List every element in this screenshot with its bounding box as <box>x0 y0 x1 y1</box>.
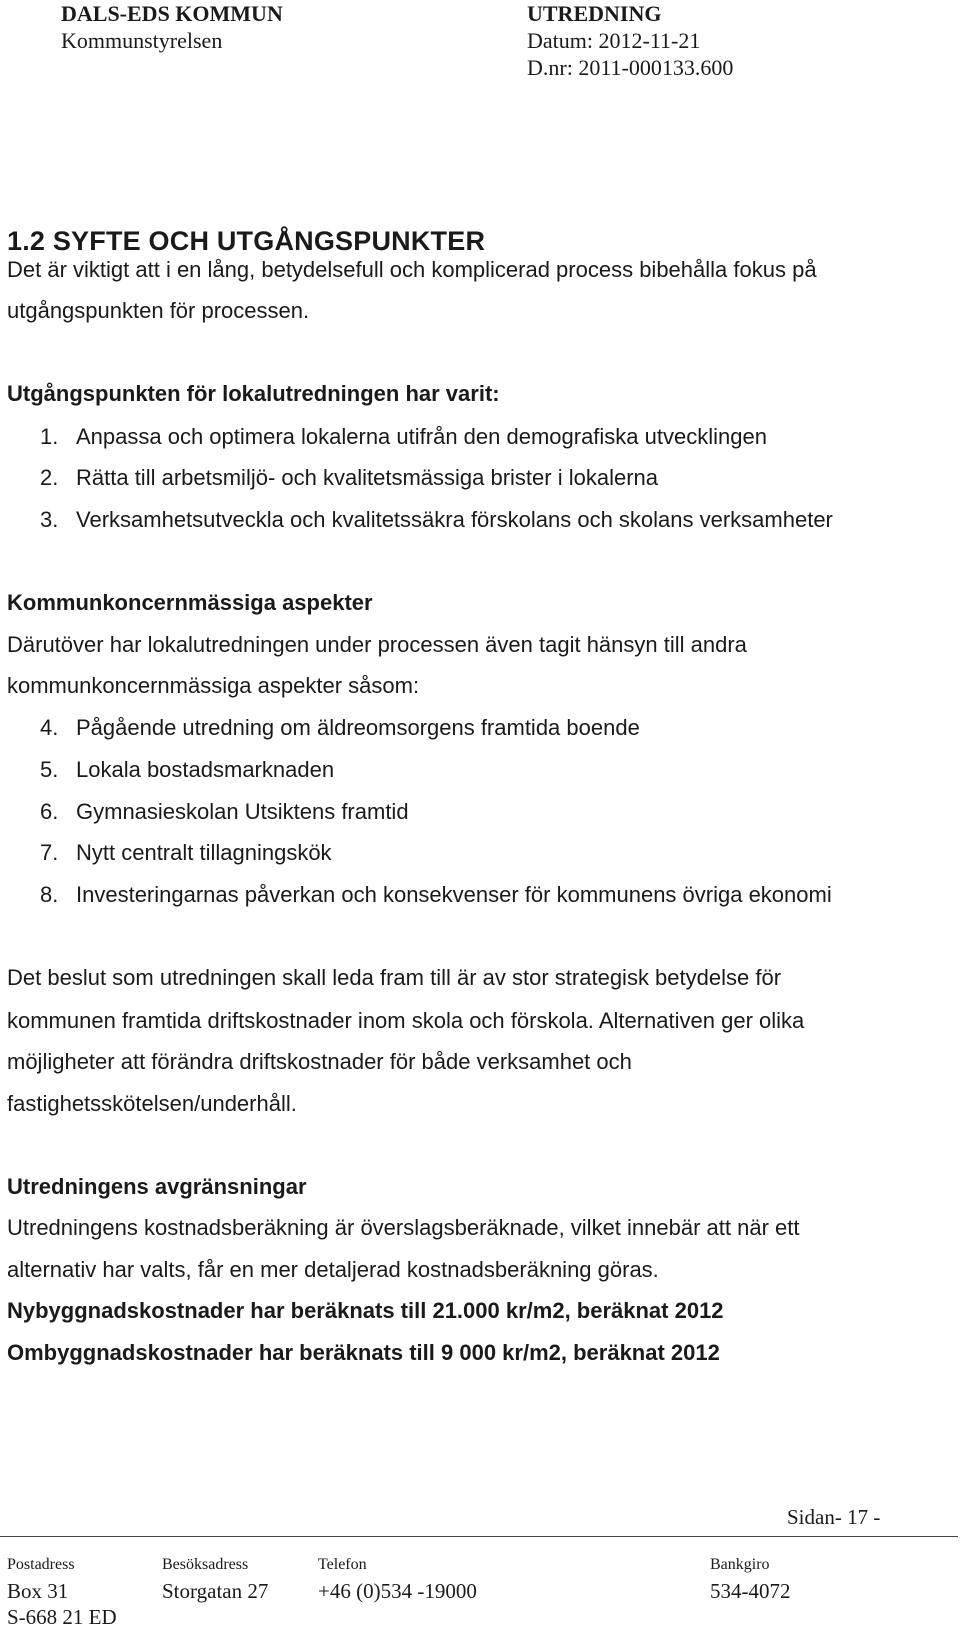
footer-label-bank: Bankgiro <box>710 1556 770 1573</box>
document-type: UTREDNING <box>527 1 662 26</box>
list-item <box>40 465 658 491</box>
list-item-number: 8. <box>40 882 59 907</box>
limits-line-2: alternativ har valts, får en mer detaljerad kostnadsberäkning göras. <box>7 1257 659 1282</box>
footer-label-postal: Postadress <box>7 1556 75 1573</box>
list-item-text: Rätta till arbetsmiljö- och kvalitetsmässiga brister i lokalerna <box>76 465 658 490</box>
list-item-text: Investeringarnas påverkan och konsekvenser för kommunens övriga ekonomi <box>76 882 832 907</box>
decision-line-2: kommunen framtida driftskostnader inom skola och förskola. Alternativen ger olika <box>7 1008 805 1033</box>
list-item-number: 2. <box>40 465 59 490</box>
limits-line-1: Utredningens kostnadsberäkning är överslagsberäknade, vilket innebär att när ett <box>7 1215 800 1240</box>
list-item-text: Nytt centralt tillagningskök <box>76 840 332 865</box>
list-item-text: Pågående utredning om äldreomsorgens framtida boende <box>76 715 640 740</box>
footer-label-visit: Besöksadress <box>162 1556 249 1573</box>
starting-points-heading: Utgångspunkten för lokalutredningen har varit: <box>7 381 500 406</box>
intro-line-1: Det är viktigt att i en lång, betydelsefull och komplicerad process bibehålla fokus på <box>7 257 817 282</box>
department: Kommunstyrelsen <box>61 28 223 53</box>
renovation-cost: Ombyggnadskostnader har beräknats till 9 000 kr/m2, beräknat 2012 <box>7 1340 720 1365</box>
aspects-line-2: kommunkoncernmässiga aspekter såsom: <box>7 673 420 698</box>
list-item-text: Gymnasieskolan Utsiktens framtid <box>76 799 409 824</box>
list-item <box>40 507 833 533</box>
list-item-text: Lokala bostadsmarknaden <box>76 757 335 782</box>
intro-line-2: utgångspunkten för processen. <box>7 298 310 323</box>
document-dnr: D.nr: 2011-000133.600 <box>527 55 734 80</box>
footer-label-phone: Telefon <box>318 1556 367 1573</box>
limits-heading: Utredningens avgränsningar <box>7 1174 307 1199</box>
list-item <box>40 840 332 866</box>
list-item-number: 3. <box>40 507 59 532</box>
footer-postal-line-1: Box 31 <box>7 1579 69 1603</box>
aspects-line-1: Därutöver har lokalutredningen under processen även tagit hänsyn till andra <box>7 632 747 657</box>
list-item-number: 7. <box>40 840 59 865</box>
footer-postal-line-2: S-668 21 ED <box>7 1605 117 1629</box>
list-item <box>40 424 767 450</box>
new-build-cost: Nybyggnadskostnader har beräknats till 21.000 kr/m2, beräknat 2012 <box>7 1298 724 1323</box>
page-number: Sidan- 17 - <box>787 1505 881 1529</box>
footer-phone: +46 (0)534 -19000 <box>318 1579 477 1603</box>
decision-line-4: fastighetsskötelsen/underhåll. <box>7 1091 297 1116</box>
list-item-text: Verksamhetsutveckla och kvalitetssäkra förskolans och skolans verksamheter <box>76 507 833 532</box>
footer-visit-address: Storgatan 27 <box>162 1579 269 1603</box>
aspects-heading: Kommunkoncernmässiga aspekter <box>7 590 373 615</box>
list-item-number: 1. <box>40 424 59 449</box>
section-title: 1.2 SYFTE OCH UTGÅNGSPUNKTER <box>7 226 486 256</box>
list-item-text: Anpassa och optimera lokalerna utifrån den demografiska utvecklingen <box>76 424 767 449</box>
list-item <box>40 799 409 825</box>
list-item <box>40 757 334 783</box>
decision-line-3: möjligheter att förändra driftskostnader för både verksamhet och <box>7 1049 632 1074</box>
document-date: Datum: 2012-11-21 <box>527 28 701 53</box>
list-item-number: 4. <box>40 715 59 740</box>
footer-divider <box>0 1536 958 1537</box>
org-name: DALS-EDS KOMMUN <box>61 1 283 26</box>
list-item-number: 6. <box>40 799 59 824</box>
list-item <box>40 715 640 741</box>
list-item <box>40 882 832 908</box>
footer-bankgiro: 534-4072 <box>710 1579 791 1603</box>
decision-line-1: Det beslut som utredningen skall leda fram till är av stor strategisk betydelse för <box>7 965 782 990</box>
list-item-number: 5. <box>40 757 59 782</box>
